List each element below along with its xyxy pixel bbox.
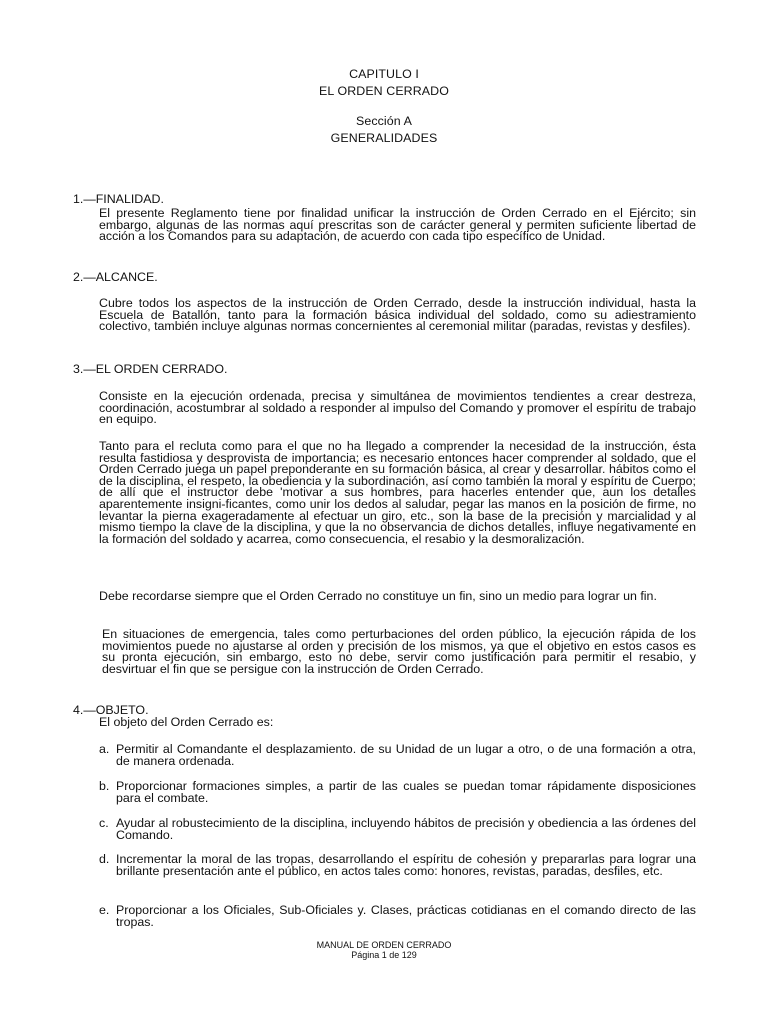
chapter-number: CAPITULO I — [349, 67, 419, 81]
list-item-letter: a. — [99, 742, 110, 756]
paragraph: Tanto para el recluta como para el que no ha llegado a comprender la necesidad de la instrucción, ésta resulta fastidiosa y desprovista de importancia; es necesario entonces hacer comprender al soldado, que el Orden Cerrado juega un papel preponderante en su formación básica, al crear y desarrollar. hábitos como el de la disciplina, el respeto, la obediencia y la subordinación, así como también la moral y espíritu de Cuerpo; de allí que el instructor debe 'motivar a sus hombres, para hacerles entender que, aun los detalles aparentemente insigni-ficantes, como unir los dedos al saludar, pegar las manos en la posición de firme, no levantar la pierna exageradamente al efectuar un giro, etc., son la base de la precisión y marcialidad y al mismo tiempo la clave de la disciplina, y que la no observancia de dichos detalles, influye negativamente en la formación del soldado y acarrea, como consecuencia, el resabio y la desmoralización. — [99, 439, 696, 546]
paragraph: En situaciones de emergencia, tales como perturbaciones del orden público, la ejecución rápida de los movimientos puede no ajustarse al orden y precisión de los mismos, ya que el objetivo en estos casos es su pronta ejecución, sin embargo, esto no debe, servir como justificación para permitir el resabio, y desvirtuar el fin que se persigue con la instrucción de Orden Cerrado. — [102, 627, 696, 676]
objeto-intro: El objeto del Orden Cerrado es: — [99, 715, 274, 729]
list-item: Proporcionar a los Oficiales, Sub-Oficiales y. Clases, prácticas cotidianas en el comando directo de las tropas. — [116, 903, 696, 929]
heading-finalidad: 1.—FINALIDAD. — [73, 192, 164, 206]
paragraph: Cubre todos los aspectos de la instrucción de Orden Cerrado, desde la instrucción individual, hasta la Escuela de Batallón, tanto para la formación básica individual del soldado, como su adiestramiento colectivo, también incluye algunas normas concernientes al ceremonial militar (paradas, revistas y desfiles). — [99, 296, 696, 334]
heading-objeto: 4.—OBJETO. — [73, 703, 149, 717]
list-item: Ayudar al robustecimiento de la disciplina, incluyendo hábitos de precisión y obediencia a las órdenes del Comando. — [116, 816, 696, 842]
list-item: Incrementar la moral de las tropas, desarrollando el espíritu de cohesión y prepararlas para lograr una brillante presentación ante el público, en actos tales como: honores, revistas, paradas, desfiles, etc. — [116, 852, 696, 878]
paragraph: El presente Reglamento tiene por finalidad unificar la instrucción de Orden Cerrado en el Ejército; sin embargo, algunas de las normas aquí prescritas son de carácter general y permiten suficiente libertad de acción a los Comandos para su adaptación, de acuerdo con cada tipo específico de Unidad. — [99, 206, 696, 244]
footer-manual-title: MANUAL DE ORDEN CERRADO — [316, 940, 452, 950]
section-label: Sección A — [355, 114, 412, 128]
heading-orden-cerrado: 3.—EL ORDEN CERRADO. — [73, 362, 228, 376]
paragraph: Consiste en la ejecución ordenada, precisa y simultánea de movimientos tendientes a crear destreza, coordinación, acostumbrar al soldado a responder al impulso del Comando y promover el espíritu de trabajo en equipo. — [99, 389, 696, 427]
list-item: Permitir al Comandante el desplazamiento. de su Unidad de un lugar a otro, o de una formación a otra, de manera ordenada. — [116, 742, 696, 768]
footer-page-number: Página 1 de 129 — [351, 950, 417, 960]
list-item-letter: b. — [99, 779, 110, 793]
section-title: GENERALIDADES — [330, 131, 438, 145]
list-item-letter: d. — [99, 852, 110, 866]
list-item-letter: e. — [99, 903, 110, 917]
paragraph: Debe recordarse siempre que el Orden Cerrado no constituye un fin, sino un medio para lograr un fin. — [99, 589, 657, 603]
list-item: Proporcionar formaciones simples, a partir de las cuales se puedan tomar rápidamente disposiciones para el combate. — [116, 779, 696, 805]
heading-alcance: 2.—ALCANCE. — [73, 270, 158, 284]
chapter-title: EL ORDEN CERRADO — [319, 84, 449, 98]
list-item-letter: c. — [99, 816, 109, 830]
